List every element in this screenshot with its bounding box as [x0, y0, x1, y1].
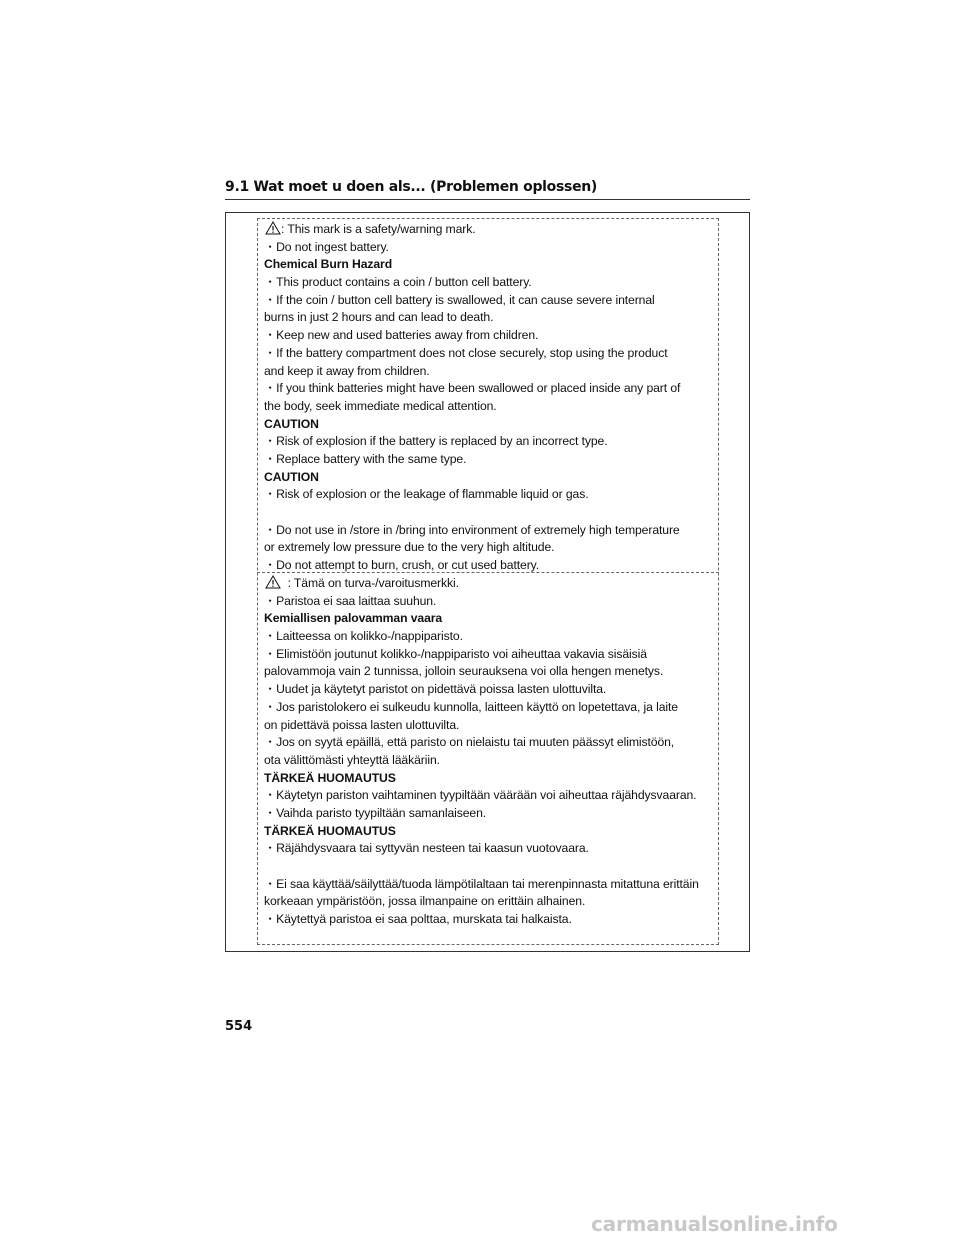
- finnish-explosion-type: ・ Käytetyn pariston vaihtaminen tyypiltään väärään voi aiheuttaa räjähdysvaaran.: [264, 787, 719, 805]
- finnish-compartment-2: on pidettävä poissa lasten ulottuvilta.: [264, 717, 460, 732]
- warning-triangle-icon: [265, 221, 281, 235]
- english-chem-heading: Chemical Burn Hazard: [264, 257, 393, 272]
- english-burn: ・ Do not attempt to burn, crush, or cut used battery.: [264, 557, 719, 575]
- finnish-spacer: [264, 858, 719, 876]
- finnish-ingest: ・ Paristoa ei saa laittaa suuhun.: [264, 593, 719, 611]
- english-icon-note: : This mark is a safety/warning mark.: [281, 222, 476, 236]
- finnish-swallowed-2: palovammoja vain 2 tunnissa, jolloin seurauksena voi olla hengen menetys.: [264, 664, 664, 679]
- english-env-2: or extremely low pressure due to the very high altitude.: [264, 540, 555, 555]
- english-ingest: ・ Do not ingest battery.: [264, 239, 719, 257]
- finnish-think-1: ・ Jos on syytä epäillä, että paristo on nielaistu tai muuten päässyt elimistöön,: [264, 734, 719, 752]
- finnish-burn: ・ Käytettyä paristoa ei saa polttaa, murskata tai halkaista.: [264, 911, 719, 929]
- finnish-warning-block: [264, 575, 719, 929]
- english-caution-1: CAUTION: [264, 416, 319, 431]
- english-caution-2: CAUTION: [264, 469, 319, 484]
- english-think-1: ・ If you think batteries might have been swallowed or placed inside any part of: [264, 380, 719, 398]
- english-compartment-2: and keep it away from children.: [264, 363, 430, 378]
- finnish-replace-same: ・ Vaihda paristo tyypiltään samanlaiseen.: [264, 805, 719, 823]
- english-think-2: the body, seek immediate medical attention.: [264, 398, 497, 413]
- warning-triangle-icon: [265, 575, 281, 589]
- english-icon-line: [264, 221, 719, 239]
- section-header: [225, 178, 750, 200]
- english-swallowed-1: ・ If the coin / button cell battery is swallowed, it can cause severe internal: [264, 292, 719, 310]
- english-spacer: [264, 504, 719, 522]
- english-env-1: ・ Do not use in /store in /bring into environment of extremely high temperature: [264, 522, 719, 540]
- english-explosion-type: ・ Risk of explosion if the battery is replaced by an incorrect type.: [264, 433, 719, 451]
- english-swallowed-2: burns in just 2 hours and can lead to death.: [264, 310, 494, 325]
- finnish-env-1: ・ Ei saa käyttää/säilyttää/tuoda lämpötilaltaan tai merenpinnasta mitattuna erittäin: [264, 876, 719, 894]
- english-explosion-leak: ・ Risk of explosion or the leakage of flammable liquid or gas.: [264, 486, 719, 504]
- finnish-chem-heading: Kemiallisen palovamman vaara: [264, 611, 443, 626]
- finnish-keep-away: ・ Uudet ja käytetyt paristot on pidettävä poissa lasten ulottuvilta.: [264, 681, 719, 699]
- finnish-think-2: ota välittömästi yhteyttä lääkäriin.: [264, 752, 440, 767]
- finnish-swallowed-1: ・ Elimistöön joutunut kolikko-/nappiparisto voi aiheuttaa vakavia sisäisiä: [264, 646, 719, 664]
- page-number: 554: [225, 1019, 253, 1034]
- finnish-caution-2: TÄRKEÄ HUOMAUTUS: [264, 823, 396, 838]
- finnish-env-2: korkeaan ympäristöön, jossa ilmanpaine on erittäin alhainen.: [264, 894, 586, 909]
- english-replace-same: ・ Replace battery with the same type.: [264, 451, 719, 469]
- finnish-icon-line: [264, 575, 719, 593]
- finnish-icon-note: : Tämä on turva-/varoitusmerkki.: [287, 576, 459, 590]
- watermark: carmanualsonline.info: [591, 1212, 838, 1236]
- english-contains: ・ This product contains a coin / button cell battery.: [264, 274, 719, 292]
- finnish-caution-1: TÄRKEÄ HUOMAUTUS: [264, 770, 396, 785]
- english-compartment-1: ・ If the battery compartment does not close securely, stop using the product: [264, 345, 719, 363]
- finnish-compartment-1: ・ Jos paristolokero ei sulkeudu kunnolla, laitteen käyttö on lopetettava, ja laite: [264, 699, 719, 717]
- section-title: 9.1 Wat moet u doen als... (Problemen oplossen): [225, 179, 598, 195]
- finnish-contains: ・ Laitteessa on kolikko-/nappiparisto.: [264, 628, 719, 646]
- english-warning-block: [264, 221, 719, 575]
- english-keep-away: ・ Keep new and used batteries away from children.: [264, 327, 719, 345]
- finnish-explosion-leak: ・ Räjähdysvaara tai syttyvän nesteen tai kaasun vuotovaara.: [264, 840, 719, 858]
